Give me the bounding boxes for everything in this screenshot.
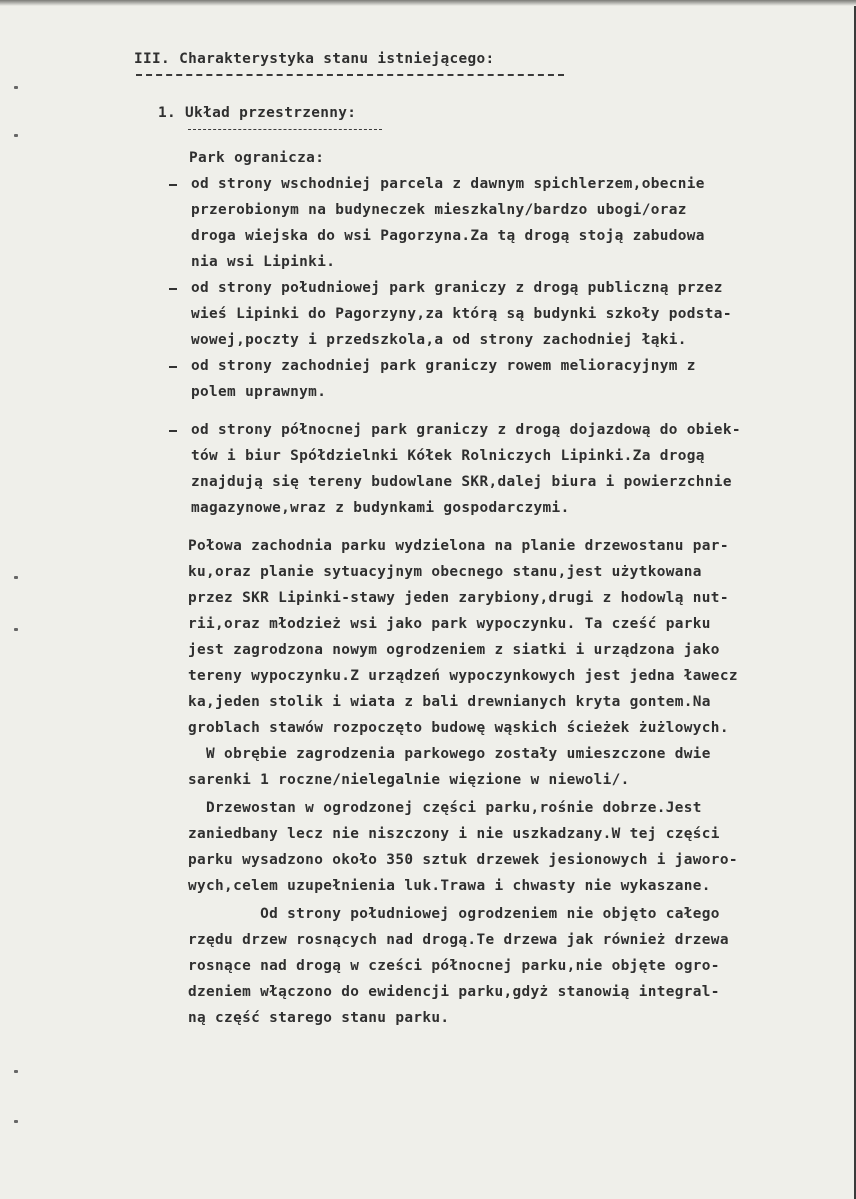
bullet-line: od strony zachodniej park graniczy rowem melioracyjnym z [191,358,696,374]
bullet-line: magazynowe,wraz z budynkami gospodarczymi. [191,500,570,516]
paragraph-line: wych,celem uzupełnienia luk.Trawa i chwasty nie wykaszane. [188,878,711,894]
subheading-underline [188,129,382,130]
bullet-line: wowej,poczty i przedszkola,a od strony zachodniej łąki. [191,332,687,348]
paragraph-line: groblach stawów rozpoczęto budowę wąskich ścieżek żużlowych. [188,720,729,736]
bullet-dash [169,366,177,368]
bullet-line: od strony południowej park graniczy z drogą publiczną przez [191,280,723,296]
heading-underline [136,74,564,76]
bullet-line: polem uprawnym. [191,384,327,400]
paragraph-line: jest zagrodzona nowym ogrodzeniem z siatki i urządzona jako [188,642,720,658]
bullet-line: wieś Lipinki do Pagorzyny,za którą są budynki szkoły podsta- [191,306,732,322]
paragraph-line: rosnące nad drogą w cześci północnej parku,nie objęte ogro- [188,958,720,974]
bullet-line: od strony północnej park graniczy z drogą dojazdową do obiek- [191,422,741,438]
paragraph-line: przez SKR Lipinki-stawy jeden zarybiony,drugi z hodowlą nut- [188,590,729,606]
paragraph-line: ku,oraz planie sytuacyjnym obecnego stanu,jest użytkowana [188,564,702,580]
intro-line: Park ogranicza: [189,150,325,166]
paragraph-line: zaniedbany lecz nie niszczony i nie uszkadzany.W tej części [188,826,720,842]
bullet-line: przerobionym na budyneczek mieszkalny/bardzo ubogi/oraz [191,202,687,218]
bullet-line: nia wsi Lipinki. [191,254,336,270]
paragraph-line: Połowa zachodnia parku wydzielona na planie drzewostanu par- [188,538,729,554]
paragraph-line: Drzewostan w ogrodzonej części parku,rośnie dobrze.Jest [188,800,702,816]
bullet-line: tów i biur Spółdzielnki Kółek Rolniczych Lipinki.Za drogą [191,448,705,464]
paragraph-line: dzeniem włączono do ewidencji parku,gdyż stanowią integral- [188,984,720,1000]
paragraph-line: sarenki 1 roczne/nielegalnie więzione w niewoli/. [188,772,630,788]
bullet-dash [169,430,177,432]
bullet-dash [169,288,177,290]
paragraph-line: tereny wypoczynku.Z urządzeń wypoczynkowych jest jedna ławecz [188,668,738,684]
bullet-line: znajdują się tereny budowlane SKR,dalej biura i powierzchnie [191,474,732,490]
paragraph-line: ka,jeden stolik i wiata z bali drewnianych kryta gontem.Na [188,694,711,710]
paragraph-line: rii,oraz młodzież wsi jako park wypoczynku. Ta cześć parku [188,616,711,632]
subsection-heading: 1. Układ przestrzenny: [158,105,357,121]
bullet-dash [169,184,177,186]
section-heading: III. Charakterystyka stanu istniejącego: [134,51,495,67]
paragraph-line: parku wysadzono około 350 sztuk drzewek jesionowych i jaworo- [188,852,738,868]
paragraph-line: W obrębie zagrodzenia parkowego zostały umieszczone dwie [188,746,711,762]
paragraph-line: ną część starego stanu parku. [188,1010,450,1026]
bullet-line: droga wiejska do wsi Pagorzyna.Za tą drogą stoją zabudowa [191,228,705,244]
bullet-line: od strony wschodniej parcela z dawnym spichlerzem,obecnie [191,176,705,192]
paragraph-line: rzędu drzew rosnących nad drogą.Te drzewa jak również drzewa [188,932,729,948]
paragraph-line: Od strony południowej ogrodzeniem nie objęto całego [188,906,720,922]
